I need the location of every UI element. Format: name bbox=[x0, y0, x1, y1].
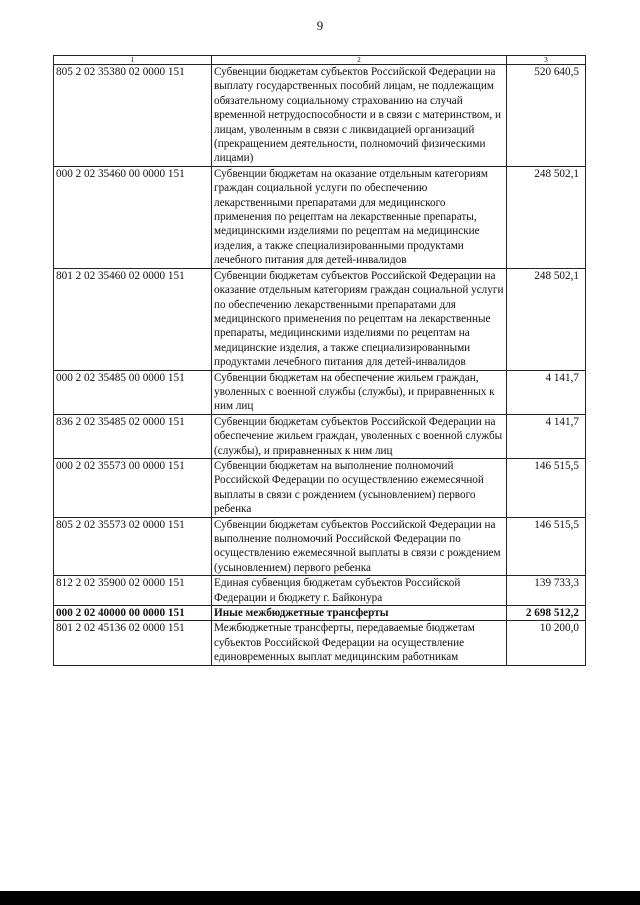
amount-cell: 248 502,1 bbox=[507, 268, 586, 370]
table-header bbox=[54, 56, 586, 65]
description-cell: Межбюджетные трансферты, передаваемые бюджетам субъектов Российской Федерации на осуществление единовременных выплат медицинским работникам bbox=[212, 621, 507, 665]
amount-cell: 146 515,5 bbox=[507, 517, 586, 576]
description-cell: Иные межбюджетные трансферты bbox=[212, 606, 507, 621]
budget-code-cell: 000 2 02 40000 00 0000 151 bbox=[54, 606, 212, 621]
page-number: 9 bbox=[316, 18, 324, 33]
amount-cell: 146 515,5 bbox=[507, 458, 586, 517]
table-row bbox=[54, 370, 586, 414]
amount-cell: 4 141,7 bbox=[507, 414, 586, 458]
description-cell: Субвенции бюджетам субъектов Российской Федерации на обеспечение жильем граждан, уволенных с военной службы (службы), и приравненных к ним лиц bbox=[212, 414, 507, 458]
description-cell: Единая субвенция бюджетам субъектов Российской Федерации и бюджету г. Байконура bbox=[212, 576, 507, 606]
budget-table bbox=[53, 55, 586, 666]
budget-code-cell: 805 2 02 35573 02 0000 151 bbox=[54, 517, 212, 576]
amount-cell: 139 733,3 bbox=[507, 576, 586, 606]
table-row bbox=[54, 65, 586, 167]
description-cell: Субвенции бюджетам субъектов Российской Федерации на выплату государственных пособий лицам, не подлежащим обязательному социальному страхованию на случай временной нетрудоспособности и в связи с материнством, и лицам, уволенным в связи с ликвидацией организаций (прекращением деятельности, полномочий физическими лицами) bbox=[212, 65, 507, 167]
budget-code-cell: 801 2 02 35460 02 0000 151 bbox=[54, 268, 212, 370]
table-row bbox=[54, 517, 586, 576]
column-header-code: 1 bbox=[54, 56, 212, 65]
table-row bbox=[54, 621, 586, 665]
scan-edge-bar bbox=[0, 891, 640, 905]
amount-cell: 248 502,1 bbox=[507, 166, 586, 268]
amount-cell: 2 698 512,2 bbox=[507, 606, 586, 621]
table-row bbox=[54, 268, 586, 370]
budget-code-cell: 000 2 02 35485 00 0000 151 bbox=[54, 370, 212, 414]
table-row bbox=[54, 414, 586, 458]
description-cell: Субвенции бюджетам субъектов Российской Федерации на оказание отдельным категориям граждан социальной услуги по обеспечению лекарственными препаратами для медицинского применения по рецептам на лекарственные препараты, медицинскими изделиями по рецептам на медицинские изделия, а также специализированными продуктами лечебного питания для детей-инвалидов bbox=[212, 268, 507, 370]
table-row bbox=[54, 166, 586, 268]
description-cell: Субвенции бюджетам на обеспечение жильем граждан, уволенных с военной службы (службы), и приравненных к ним лиц bbox=[212, 370, 507, 414]
description-cell: Субвенции бюджетам на оказание отдельным категориям граждан социальной услуги по обеспечению лекарственными препаратами для медицинского применения по рецептам на лекарственные препараты, медицинскими изделиями по рецептам на медицинские изделия, а также специализированными продуктами лечебного питания для детей-инвалидов bbox=[212, 166, 507, 268]
table-row bbox=[54, 458, 586, 517]
budget-code-cell: 836 2 02 35485 02 0000 151 bbox=[54, 414, 212, 458]
description-cell: Субвенции бюджетам субъектов Российской Федерации на выполнение полномочий Российской Федерации по осуществлению ежемесячной выплаты в связи с рождением (усыновлением) первого ребенка bbox=[212, 517, 507, 576]
table-body bbox=[54, 65, 586, 666]
budget-code-cell: 812 2 02 35900 02 0000 151 bbox=[54, 576, 212, 606]
description-cell: Субвенции бюджетам на выполнение полномочий Российской Федерации по осуществлению ежемесячной выплаты в связи с рождением (усыновлением) первого ребенка bbox=[212, 458, 507, 517]
table-row-subtotal bbox=[54, 606, 586, 621]
column-header-amount: 3 bbox=[507, 56, 586, 65]
budget-code-cell: 801 2 02 45136 02 0000 151 bbox=[54, 621, 212, 665]
amount-cell: 10 200,0 bbox=[507, 621, 586, 665]
column-header-name: 2 bbox=[212, 56, 507, 65]
budget-code-cell: 000 2 02 35573 00 0000 151 bbox=[54, 458, 212, 517]
amount-cell: 4 141,7 bbox=[507, 370, 586, 414]
amount-cell: 520 640,5 bbox=[507, 65, 586, 167]
header-row bbox=[54, 56, 586, 65]
budget-code-cell: 000 2 02 35460 00 0000 151 bbox=[54, 166, 212, 268]
budget-code-cell: 805 2 02 35380 02 0000 151 bbox=[54, 65, 212, 167]
table-row bbox=[54, 576, 586, 606]
